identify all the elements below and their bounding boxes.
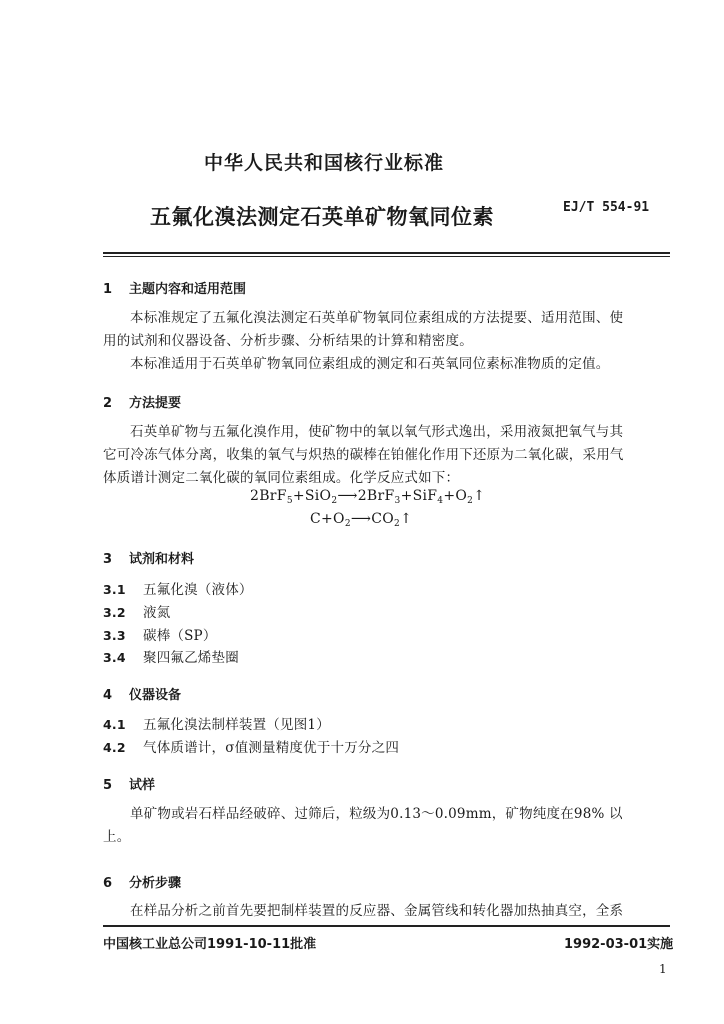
item-number: 3.1 xyxy=(103,582,126,597)
section-5-line-2: 上。 xyxy=(103,829,131,845)
section-2-line-2: 它可冷冻气体分离，收集的氧气与炽热的碳棒在铂催化作用下还原为二氧化碳，采用气 xyxy=(103,447,624,463)
section-2-line-1: 石英单矿物与五氟化溴作用，使矿物中的氧以氧气形式逸出，采用液氮把氧气与其 xyxy=(130,424,624,440)
page-number: 1 xyxy=(659,962,667,976)
section-title: 试样 xyxy=(129,778,156,793)
effective-date: 1992-03-01实施 xyxy=(564,937,674,952)
section-1-paragraph-2: 本标准适用于石英单矿物氧同位素组成的测定和石英氧同位素标准物质的定值。 xyxy=(130,356,610,372)
section-title: 仪器设备 xyxy=(129,688,182,703)
section-title: 试剂和材料 xyxy=(129,552,195,567)
approval-line: 中国核工业总公司1991-10-11批准 xyxy=(103,937,317,952)
section-number: 4 xyxy=(103,688,113,703)
org-title: 中华人民共和国核行业标准 xyxy=(204,152,445,174)
item-number: 4.2 xyxy=(103,740,126,755)
section-title: 方法提要 xyxy=(129,396,182,411)
section-number: 5 xyxy=(103,778,113,793)
list-item xyxy=(103,646,239,666)
item-text: 液氮 xyxy=(143,605,171,621)
item-text: 聚四氟乙烯垫圈 xyxy=(143,650,239,666)
header-rule-thick xyxy=(103,252,670,254)
section-6-line-1: 在样品分析之前首先要把制样装置的反应器、金属管线和转化器加热抽真空，全系 xyxy=(130,903,624,919)
section-3-heading xyxy=(103,548,194,567)
item-text: 碳棒（SP） xyxy=(143,628,217,644)
standard-code: EJ/T 554-91 xyxy=(563,200,650,215)
section-number: 6 xyxy=(103,876,113,891)
header-rule-thin xyxy=(103,256,670,257)
section-1-paragraph-1-line-2: 用的试剂和仪器设备、分析步骤、分析结果的计算和精密度。 xyxy=(103,333,473,349)
section-5-heading xyxy=(103,774,155,793)
section-2-heading xyxy=(103,392,181,411)
section-number: 1 xyxy=(103,282,113,297)
footer-rule xyxy=(103,925,670,927)
item-text: 五氟化溴法制样装置（见图1） xyxy=(143,717,330,733)
section-title: 分析步骤 xyxy=(129,876,182,891)
item-number: 3.2 xyxy=(103,605,126,620)
section-2-line-3: 体质谱计测定二氧化碳的氧同位素组成。化学反应式如下： xyxy=(103,470,460,486)
list-item xyxy=(103,736,399,756)
item-number: 4.1 xyxy=(103,717,126,732)
section-title: 主题内容和适用范围 xyxy=(129,282,247,297)
item-number: 3.4 xyxy=(103,650,126,665)
list-item xyxy=(103,624,217,644)
list-item xyxy=(103,578,253,598)
section-1-paragraph-1-line-1: 本标准规定了五氟化溴法测定石英单矿物氧同位素组成的方法提要、适用范围、使 xyxy=(130,310,624,326)
equation-2: $C+O_2⟶CO_2↑$ xyxy=(310,511,413,529)
item-text: 气体质谱计，σ值测量精度优于十万分之四 xyxy=(143,740,400,756)
section-6-heading xyxy=(103,872,181,891)
section-4-heading xyxy=(103,684,181,703)
doc-title: 五氟化溴法测定石英单矿物氧同位素 xyxy=(150,205,494,229)
list-item xyxy=(103,713,330,733)
list-item xyxy=(103,601,170,621)
item-text: 五氟化溴（液体） xyxy=(143,582,253,598)
section-1-heading xyxy=(103,278,246,297)
section-number: 3 xyxy=(103,552,113,567)
section-number: 2 xyxy=(103,396,113,411)
equation-1: $2BrF_5+SiO_2⟶2BrF_3+SiF_4+O_2↑$ xyxy=(250,488,486,506)
section-5-line-1: 单矿物或岩石样品经破碎、过筛后，粒级为0.13～0.09mm，矿物纯度在98% 以 xyxy=(130,806,623,822)
item-number: 3.3 xyxy=(103,628,126,643)
